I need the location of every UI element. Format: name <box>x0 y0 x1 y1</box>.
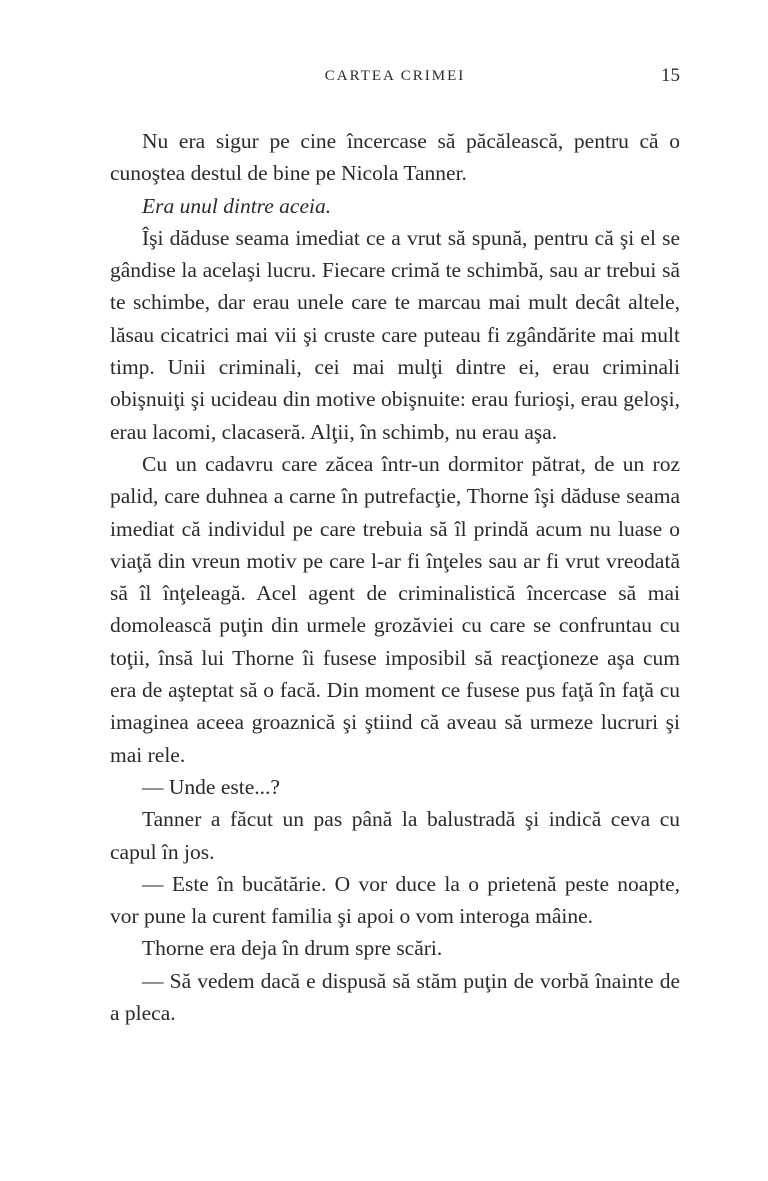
body-text <box>110 125 680 1029</box>
paragraph: Tanner a făcut un pas până la balustradă şi indică ceva cu capul în jos. <box>110 807 680 864</box>
paragraph: Cu un cadavru care zăcea într-un dormitor pătrat, de un roz palid, care duhnea a carne în putrefacţie, Thorne îşi dăduse seama imediat că individul pe care trebuia să îl prindă acum nu luase o viaţă din vreun motiv pe care l-ar fi înţeles sau ar fi vrut vreodată să îl înţeleagă. Acel agent de criminalistică încercase să mai domolească puţin din urmele grozăviei cu care se confruntau cu toţii, însă lui Thorne îi fusese imposibil să reacţioneze aşa cum era de aşteptat să o facă. Din moment ce fusese pus faţă în faţă cu imaginea aceea groaznică şi ştiind că aveau să urmeze lucruri şi mai rele. <box>110 451 680 767</box>
dialogue-line: — Este în bucătărie. O vor duce la o prietenă peste noapte, vor pune la curent familia şi apoi o vom interoga mâine. <box>110 871 680 929</box>
dialogue-line: — Unde este...? <box>142 774 280 799</box>
page-number: 15 <box>661 65 680 86</box>
dialogue-line: — Să vedem dacă e dispusă să stăm puţin de vorbă înainte de a pleca. <box>110 968 680 1026</box>
paragraph: Nu era sigur pe cine încercase să păcălească, pentru că o cunoştea destul de bine pe Nicola Tanner. <box>110 129 680 186</box>
running-header <box>110 66 680 90</box>
paragraph-italic: Era unul dintre aceia. <box>142 193 332 218</box>
running-title: CARTEA CRIMEI <box>324 68 466 84</box>
paragraph: Îşi dăduse seama imediat ce a vrut să spună, pentru că şi el se gândise la acelaşi lucru. Fiecare crimă te schimbă, sau ar trebui să te schimbe, dar erau unele care te marcau mai mult decât altele, lăsau cicatrici mai vii şi cruste care puteau fi zgândărite mai mult timp. Unii criminali, cei mai mulţi dintre ei, erau criminali obişnuiţi şi ucideau din motive obişnuite: erau furioşi, erau geloşi, erau lacomi, clacaseră. Alţii, în schimb, nu erau aşa. <box>110 225 680 444</box>
paragraph: Thorne era deja în drum spre scări. <box>142 936 443 961</box>
